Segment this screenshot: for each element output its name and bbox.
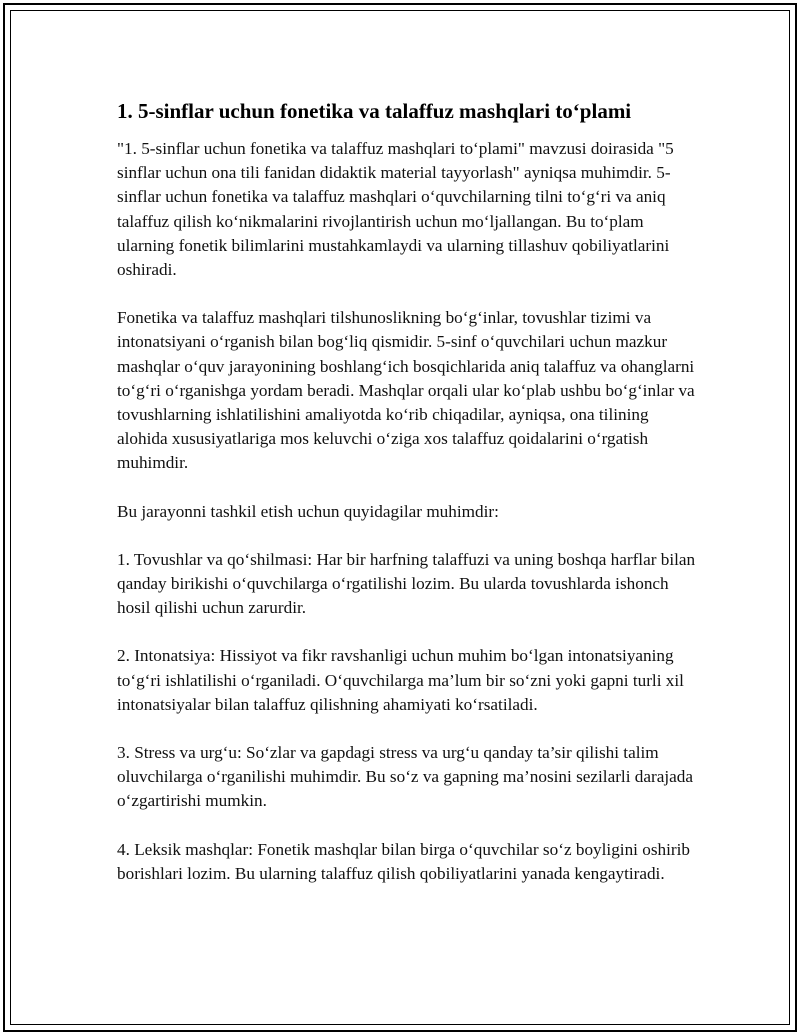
paragraph-intro: "1. 5-sinflar uchun fonetika va talaffuz mashqlari to‘plami" mavzusi doirasida "5 sinflar uchun ona tili fanidan didaktik material tayyorlash" ayniqsa muhimdir. 5-sinflar uchun fonetika va talaffuz mashqlari o‘quvchilarning tilni to‘g‘ri va aniq talaffuz qilish ko‘nikmalarini rivojlantirish uchun mo‘ljallangan. Bu to‘plam ularning fonetik bilimlarini mustahkamlaydi va ularning tillashuv qobiliyatlarini oshiradi. <box>117 139 674 280</box>
list-item-lexical: 4. Leksik mashqlar: Fonetik mashqlar bilan birga o‘quvchilar so‘z boyligini oshirib borishlari lozim. Bu ularning talaffuz qilish qobiliyatlarini yanada kengaytiradi. <box>117 839 690 883</box>
list-item-sounds: 1. Tovushlar va qo‘shilmasi: Har bir harfning talaffuzi va uning boshqa harflar bilan qanday birikishi o‘quvchilarga o‘rgatilishi lozim. Bu ularda tovushlarda ishonch hosil qilishi uchun zarurdir. <box>117 549 696 618</box>
paragraph-phonetics: Fonetika va talaffuz mashqlari tilshunoslikning bo‘g‘inlar, tovushlar tizimi va intonatsiyani o‘rganish bilan bog‘liq qismidir. 5-sinf o‘quvchilari uchun mazkur mashqlar o‘quv jarayonining boshlang‘ich bosqichlarida aniq talaffuz va ohanglarni to‘g‘ri o‘rganishga yordam beradi. Mashqlar orqali ular ko‘plab ushbu bo‘g‘inlar va tovushlarning ishlatilishini amaliyotda ko‘rib chiqadilar, ayniqsa, ona tilining alohida xususiyatlariga mos keluvchi o‘ziga xos talaffuz qoidalarini o‘rgatish muhimdir. <box>117 308 695 473</box>
list-item-stress: 3. Stress va urg‘u: So‘zlar va gapdagi stress va urg‘u qanday ta’sir qilishi talim oluvchilarga o‘rganilishi muhimdir. Bu so‘z va gapning ma’nosini sezilarli darajada o‘zgartirishi mumkin. <box>117 743 693 811</box>
document-body <box>117 97 697 910</box>
section-heading: 1. 5-sinflar uchun fonetika va talaffuz mashqlari to‘plami <box>117 99 632 123</box>
list-item-intonation: 2. Intonatsiya: Hissiyot va fikr ravshanligi uchun muhim bo‘lgan intonatsiyaning to‘g‘ri ishlatilishi o‘rganiladi. O‘quvchilarga ma’lum bir so‘zni yoki gapni turli xil intonatsiyalar bilan talaffuz qilishning ahamiyati ko‘rsatiladi. <box>117 646 684 714</box>
document-page <box>3 3 797 1032</box>
paragraph-list-intro: Bu jarayonni tashkil etish uchun quyidagilar muhimdir: <box>117 501 499 521</box>
